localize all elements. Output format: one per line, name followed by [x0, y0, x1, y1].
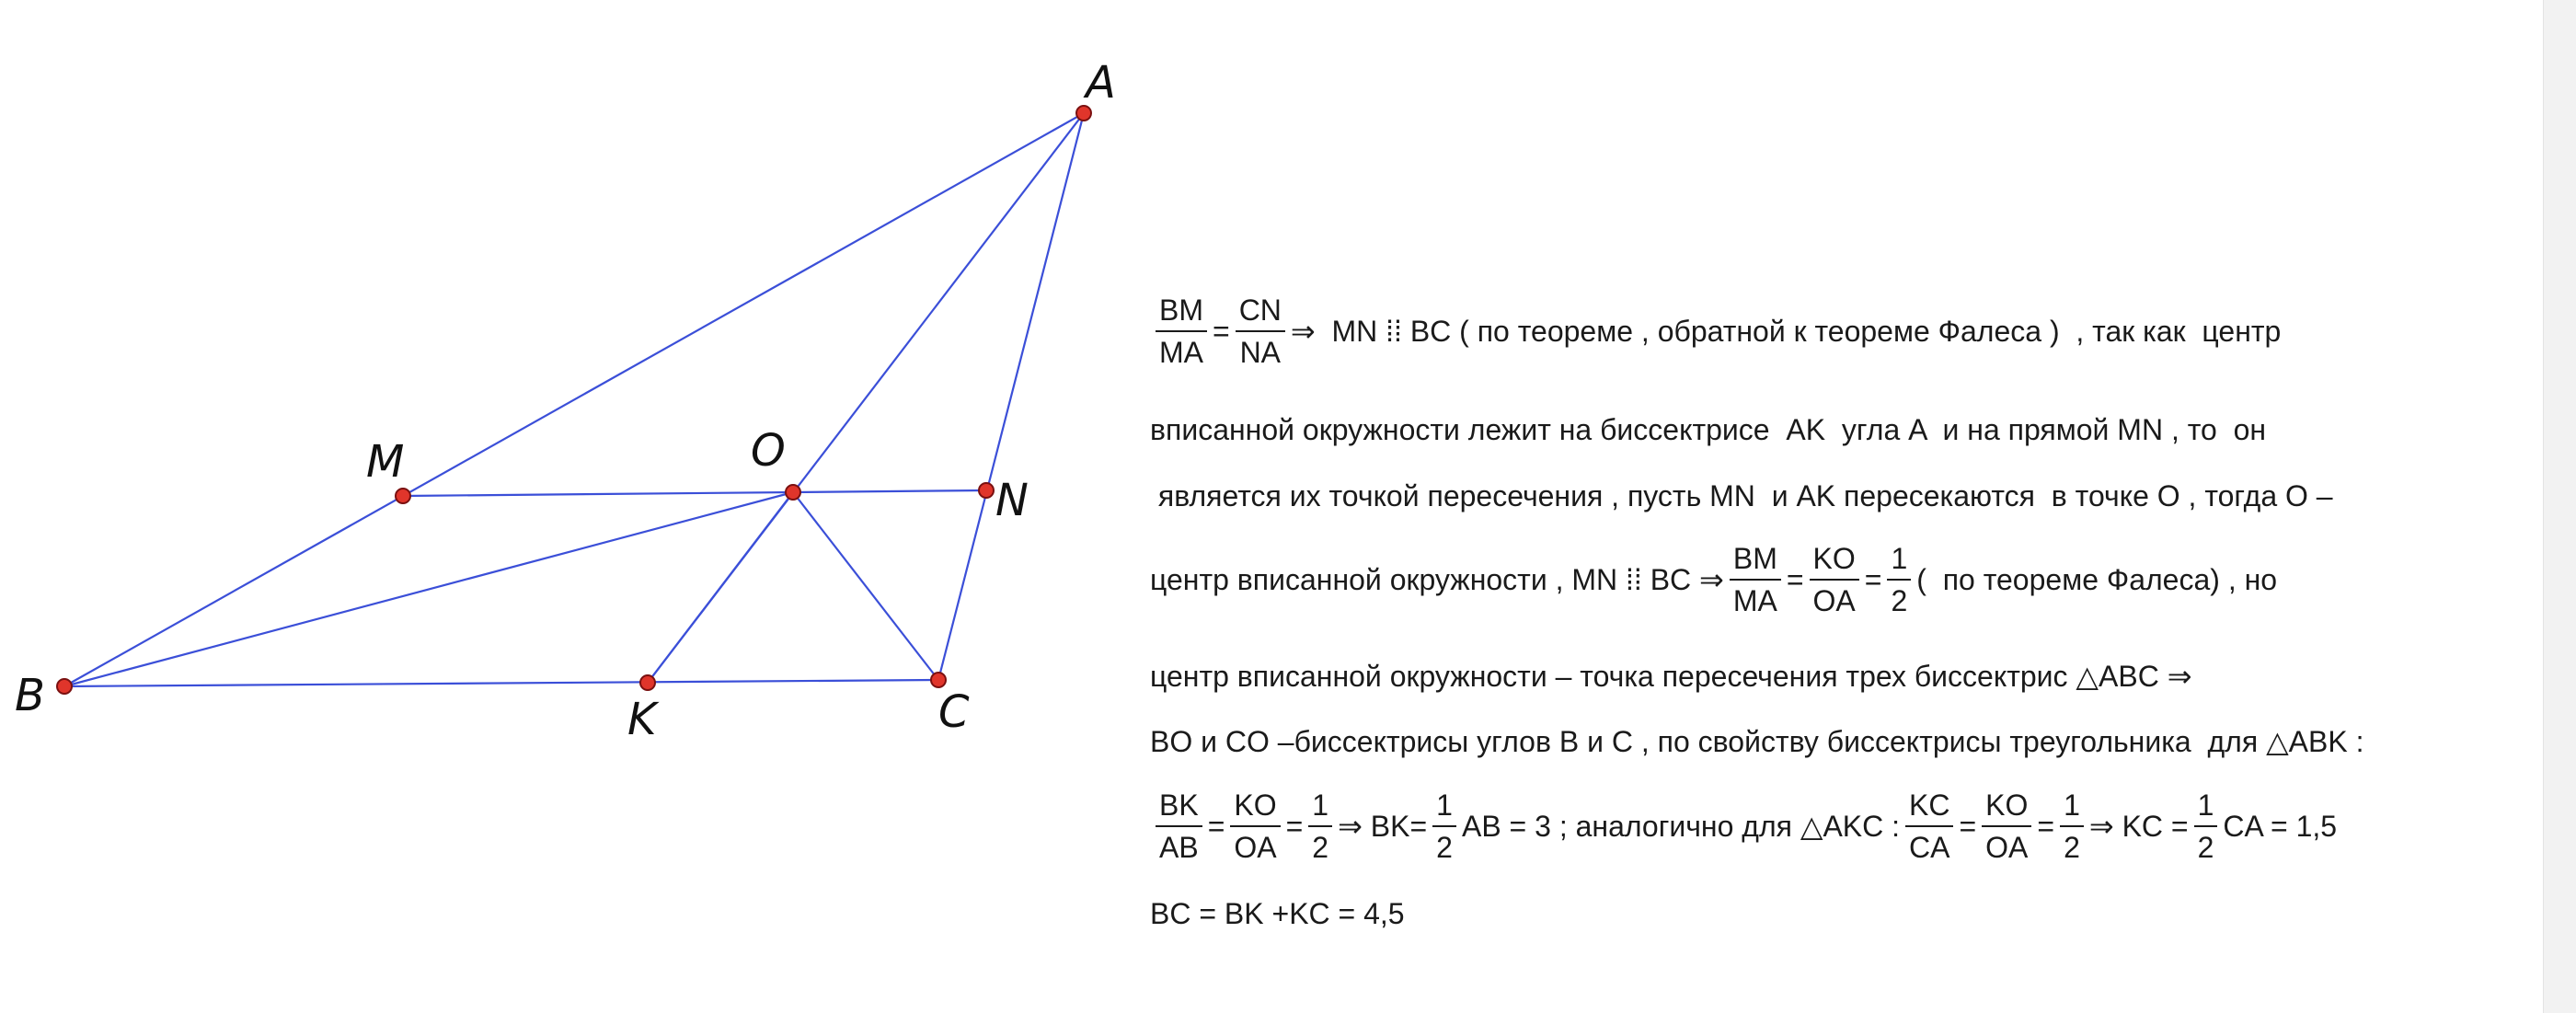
- equals-sign: =: [1864, 562, 1882, 596]
- denominator: MA: [1732, 584, 1777, 617]
- point-label-K: K: [627, 694, 657, 745]
- fraction: [1730, 544, 1781, 616]
- line-text: BO и CO –биссектрисы углов B и C , по свойству биссектрисы треугольника для △ABK :: [1150, 725, 2364, 758]
- line-text: ⇒ MN ⁞⁞ BC ( по теореме , обратной к теореме Фалеса ) , так как центр: [1290, 315, 2282, 348]
- line-text: вписанной окружности лежит на биссектрисе AK угла A и на прямой MN , то он: [1150, 412, 2267, 446]
- fraction: [1810, 544, 1859, 616]
- segment-AC: [938, 113, 1084, 680]
- numerator: 1: [2194, 790, 2218, 827]
- numerator: KO: [1230, 790, 1280, 827]
- line-text: является их точкой пересечения , пусть MN и AK пересекаются в точке O , тогда O –: [1150, 478, 2333, 512]
- point-M: [396, 489, 410, 503]
- solution-line-5: [1150, 653, 2192, 699]
- point-B: [57, 679, 72, 694]
- solution-line-8: [1150, 891, 1405, 937]
- numerator: KO: [1982, 790, 2031, 827]
- fraction: [1905, 790, 1953, 862]
- line-text: ( по теореме Фалеса) , но: [1916, 562, 2278, 596]
- numerator: CN: [1236, 295, 1285, 332]
- line-text: AB = 3 ; аналогично для △AKC :: [1461, 810, 1901, 843]
- fraction: [2194, 790, 2218, 862]
- denominator: OA: [1985, 831, 2029, 864]
- denominator: MA: [1159, 336, 1203, 369]
- numerator: 1: [2060, 790, 2084, 827]
- segment-OC: [793, 492, 938, 680]
- point-label-B: B: [15, 670, 45, 721]
- numerator: BK: [1156, 790, 1202, 827]
- line-text: CA = 1,5: [2223, 809, 2338, 843]
- fraction: [1982, 790, 2031, 862]
- denominator: OA: [1234, 831, 1277, 864]
- denominator: 2: [1436, 831, 1453, 864]
- equals-sign: =: [1207, 809, 1225, 843]
- equals-sign: =: [1959, 809, 1977, 843]
- denominator: OA: [1812, 584, 1856, 617]
- scrollbar-track[interactable]: [2543, 0, 2576, 1013]
- point-K: [640, 675, 655, 690]
- point-label-C: C: [938, 686, 970, 738]
- equals-sign: =: [2037, 809, 2055, 843]
- segments-layer: [64, 113, 1084, 686]
- fraction: [1432, 790, 1456, 862]
- line-text: ⇒ BK=: [1338, 810, 1428, 843]
- fraction: [2060, 790, 2084, 862]
- solution-line-2: [1150, 407, 2266, 453]
- point-label-N: N: [995, 475, 1029, 526]
- numerator: KO: [1810, 544, 1859, 581]
- solution-line-3: [1150, 473, 2333, 519]
- denominator: CA: [1909, 831, 1950, 864]
- numerator: BM: [1730, 544, 1781, 581]
- fraction: [1887, 544, 1911, 616]
- denominator: 2: [1312, 831, 1329, 864]
- equals-sign: =: [1786, 562, 1804, 596]
- segment-BO: [64, 492, 793, 686]
- segment-BC: [64, 680, 938, 686]
- fraction: [1236, 295, 1285, 367]
- denominator: NA: [1239, 336, 1282, 369]
- denominator: 2: [2064, 831, 2080, 864]
- point-label-A: A: [1086, 57, 1116, 109]
- point-labels-layer: [15, 57, 1116, 745]
- fraction: [1156, 295, 1207, 367]
- equals-sign: =: [1285, 809, 1304, 843]
- segment-MN: [403, 490, 986, 496]
- solution-line-1: [1150, 285, 2281, 377]
- numerator: 1: [1308, 790, 1332, 827]
- numerator: BM: [1156, 295, 1207, 332]
- line-text: ⇒ KC =: [2088, 810, 2189, 843]
- numerator: KC: [1905, 790, 1953, 827]
- equals-sign: =: [1213, 314, 1230, 348]
- solution-line-6: [1150, 719, 2363, 765]
- fraction: [1308, 790, 1332, 862]
- numerator: 1: [1432, 790, 1456, 827]
- point-C: [931, 673, 946, 687]
- point-label-O: O: [751, 425, 786, 477]
- line-text: центр вписанной окружности – точка пересечения трех биссектрис △ABC ⇒: [1150, 660, 2192, 693]
- numerator: 1: [1887, 544, 1911, 581]
- denominator: 2: [2197, 831, 2214, 864]
- fraction: [1230, 790, 1280, 862]
- segment-OK: [648, 492, 793, 683]
- denominator: AB: [1159, 831, 1199, 864]
- point-N: [979, 483, 994, 498]
- solution-text: [1150, 285, 2530, 957]
- line-text: BC = BK +KC = 4,5: [1150, 896, 1405, 930]
- denominator: 2: [1891, 584, 1908, 617]
- point-label-M: M: [366, 436, 405, 488]
- line-text: центр вписанной окружности , MN ⁞⁞ BC ⇒: [1150, 563, 1724, 596]
- solution-line-4: [1150, 534, 2277, 626]
- point-O: [786, 485, 800, 500]
- solution-line-7: [1150, 780, 2337, 872]
- segment-AB: [64, 113, 1084, 686]
- geometry-diagram: [0, 0, 1150, 1013]
- fraction: [1156, 790, 1202, 862]
